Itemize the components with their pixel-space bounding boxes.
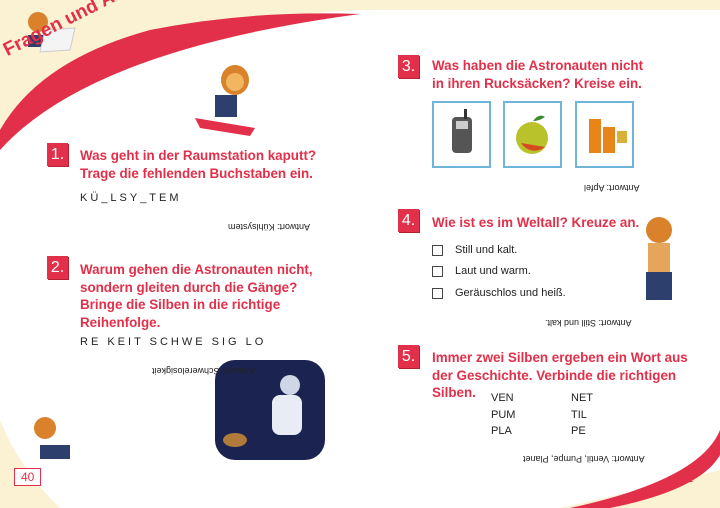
- option-label: Geräuschlos und heiß.: [455, 287, 566, 299]
- option-checkbox[interactable]: [432, 245, 443, 256]
- question-line: Warum gehen die Astronauten nicht,: [80, 262, 313, 277]
- question-number-2: 2.: [47, 256, 68, 279]
- option-checkbox[interactable]: [432, 288, 443, 299]
- question-line: Was haben die Astronauten nicht: [432, 58, 644, 73]
- syllables-left-column: [491, 390, 515, 440]
- syllable[interactable]: PE: [571, 425, 586, 437]
- question-number-3: 3.: [398, 55, 419, 78]
- question-line: Reihenfolge.: [80, 314, 161, 330]
- question-3-text: [432, 57, 643, 92]
- question-1-text: [80, 147, 316, 182]
- syllable[interactable]: VEN: [491, 392, 514, 404]
- syllable[interactable]: PLA: [491, 425, 512, 437]
- question-line: Was geht in der Raumstation kaputt?: [80, 148, 317, 163]
- apple-image[interactable]: [503, 101, 562, 168]
- walkie-talkie-image[interactable]: [432, 101, 491, 168]
- question-5-text: [432, 349, 688, 402]
- answer-1-upside-down: Antwort: Kühlsystem: [227, 222, 310, 232]
- syllable[interactable]: NET: [571, 392, 593, 404]
- option-checkbox[interactable]: [432, 266, 443, 277]
- question-number-5: 5.: [398, 345, 419, 368]
- question-line: in ihren Rucksäcken? Kreise ein.: [432, 75, 642, 91]
- page-number-right: 41: [680, 471, 694, 485]
- page-number-left: 40: [14, 468, 41, 486]
- answer-3-upside-down: Antwort: Apfel: [584, 183, 640, 193]
- question-line: Silben.: [432, 385, 476, 400]
- answer-4-upside-down: Antwort: Still und kalt.: [545, 318, 632, 328]
- question-line: Trage die fehlenden Buchstaben ein.: [80, 165, 313, 181]
- question-2-text: [80, 261, 313, 331]
- question-line: sondern gleiten durch die Gänge?: [80, 279, 298, 295]
- question-line: der Geschichte. Verbinde die richtigen: [432, 367, 677, 383]
- option-label: Still und kalt.: [455, 244, 518, 256]
- question-line: Bringe die Silben in die richtige: [80, 297, 281, 312]
- question-number-4: 4.: [398, 209, 419, 232]
- question-line: Immer zwei Silben ergeben ein Wort aus: [432, 350, 688, 365]
- puzzle-2: RE KEIT SCHWE SIG LO: [80, 336, 267, 348]
- answer-5-upside-down: Antwort: Ventil, Pumpe, Planet: [523, 454, 645, 464]
- answer-2-upside-down: Antwort: Schwerelosigkeit: [151, 366, 255, 376]
- batteries-image[interactable]: [575, 101, 634, 168]
- puzzle-1: KÜ_LSY_TEM: [80, 192, 182, 204]
- question-4-text: Wie ist es im Weltall? Kreuze an.: [432, 215, 640, 230]
- question-number-1: 1.: [47, 143, 68, 166]
- syllables-right-column: [571, 390, 593, 440]
- syllable[interactable]: PUM: [491, 408, 516, 421]
- lion-thinking-illustration: [646, 217, 672, 300]
- syllable[interactable]: TIL: [571, 408, 587, 421]
- option-label: Laut und warm.: [455, 265, 531, 277]
